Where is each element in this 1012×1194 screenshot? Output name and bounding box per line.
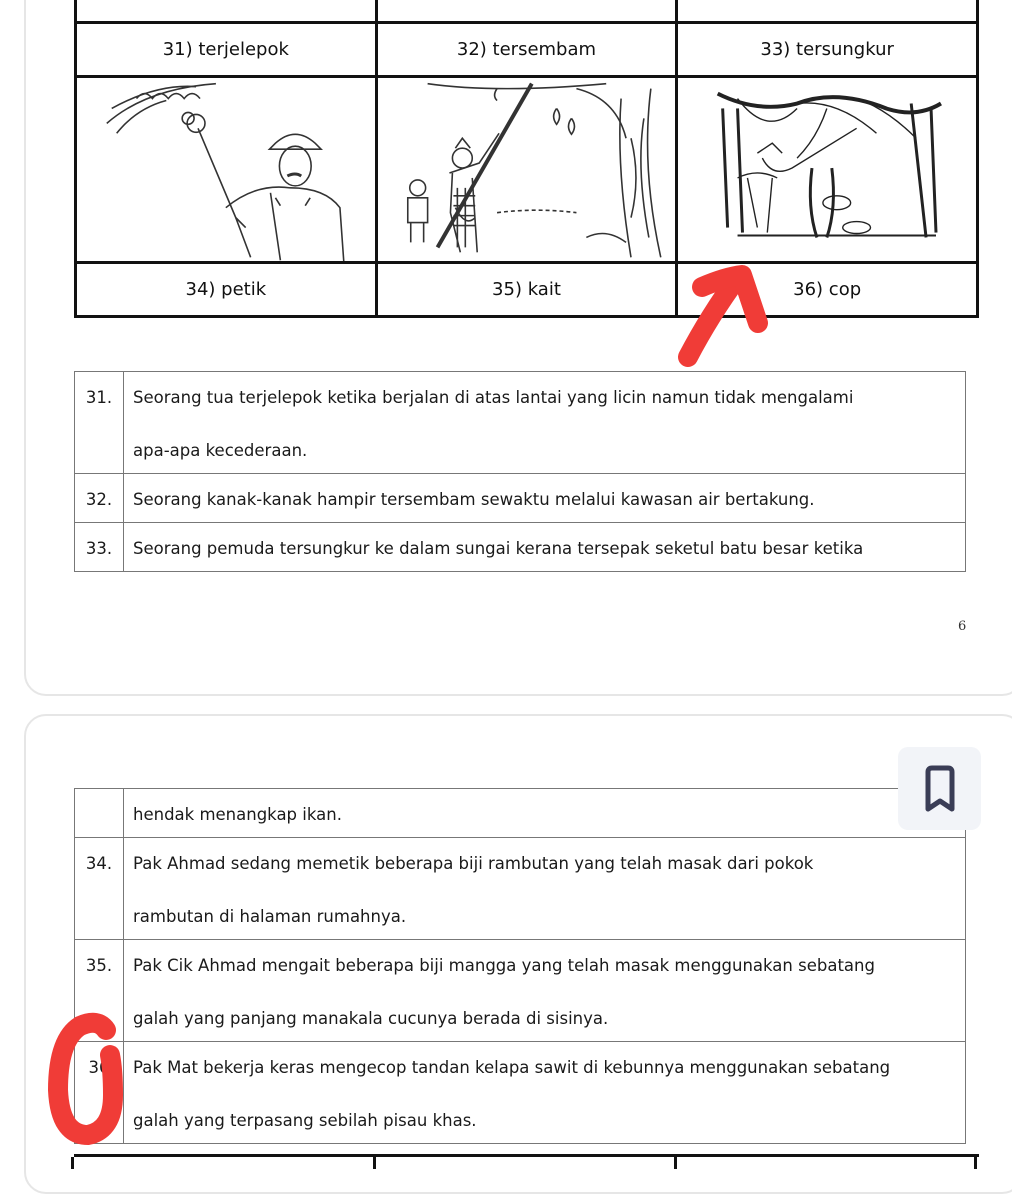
man-cutting-palm-fruit-illustration <box>678 78 976 261</box>
sentence-line: Pak Mat bekerja keras mengecop tandan kelapa sawit di kebunnya menggunakan sebatang <box>133 1058 891 1077</box>
row-number: 36 <box>75 1042 124 1144</box>
sentence-line: rambutan di halaman rumahnya. <box>133 907 407 926</box>
sentence-text <box>124 789 966 838</box>
sentence-line: Pak Cik Ahmad mengait beberapa biji mangga yang telah masak menggunakan sebatang <box>133 956 875 975</box>
sentence-line: Seorang tua terjelepok ketika berjalan di atas lantai yang licin namun tidak mengalami <box>133 388 854 407</box>
grid-label: 31) terjelepok <box>76 23 377 77</box>
table-row <box>75 940 966 1042</box>
next-picture-grid-edge <box>74 1154 979 1169</box>
row-number: 33. <box>75 523 124 572</box>
table-row <box>75 372 966 474</box>
sentence-text <box>124 372 966 474</box>
sentence-table <box>74 371 966 572</box>
sentence-line: hendak menangkap ikan. <box>133 805 342 824</box>
grid-label: 32) tersembam <box>376 23 677 77</box>
grid-cell-blank <box>677 0 978 23</box>
row-number: 34. <box>75 838 124 940</box>
row-number: 32. <box>75 474 124 523</box>
sentence-text <box>124 1042 966 1144</box>
bookmark-icon <box>920 763 960 815</box>
grid-label: 36) cop <box>677 263 978 317</box>
picture-grid <box>74 0 979 318</box>
grid-label: 35) kait <box>376 263 677 317</box>
table-row <box>75 838 966 940</box>
row-number: 35. <box>75 940 124 1042</box>
table-row <box>75 789 966 838</box>
sentence-line: Pak Ahmad sedang memetik beberapa biji rambutan yang telah masak dari pokok <box>133 854 814 873</box>
grid-label: 34) petik <box>76 263 377 317</box>
row-number <box>75 789 124 838</box>
man-picking-fruit-illustration <box>77 78 375 261</box>
illustration-kait <box>376 77 677 263</box>
bookmark-button[interactable] <box>898 747 981 830</box>
row-number: 31. <box>75 372 124 474</box>
illustration-petik <box>76 77 377 263</box>
sentence-text <box>124 940 966 1042</box>
page-number: 6 <box>958 619 967 634</box>
table-row <box>75 523 966 572</box>
grid-cell-blank <box>76 0 377 23</box>
sentence-line: galah yang panjang manakala cucunya berada di sisinya. <box>133 1009 609 1028</box>
sentence-text <box>124 474 966 523</box>
sentence-line: Seorang pemuda tersungkur ke dalam sungai kerana tersepak seketul batu besar ketika <box>133 539 864 558</box>
sentence-table-continued <box>74 788 966 1144</box>
man-hooking-mangoes-illustration <box>378 78 676 261</box>
sentence-line: apa-apa kecederaan. <box>133 441 308 460</box>
sentence-text <box>124 523 966 572</box>
sentence-line: galah yang terpasang sebilah pisau khas. <box>133 1111 477 1130</box>
table-row <box>75 474 966 523</box>
table-row <box>75 1042 966 1144</box>
sentence-text <box>124 838 966 940</box>
grid-cell-blank <box>376 0 677 23</box>
illustration-cop <box>677 77 978 263</box>
grid-label: 33) tersungkur <box>677 23 978 77</box>
sentence-line: Seorang kanak-kanak hampir tersembam sewaktu melalui kawasan air bertakung. <box>133 490 815 509</box>
